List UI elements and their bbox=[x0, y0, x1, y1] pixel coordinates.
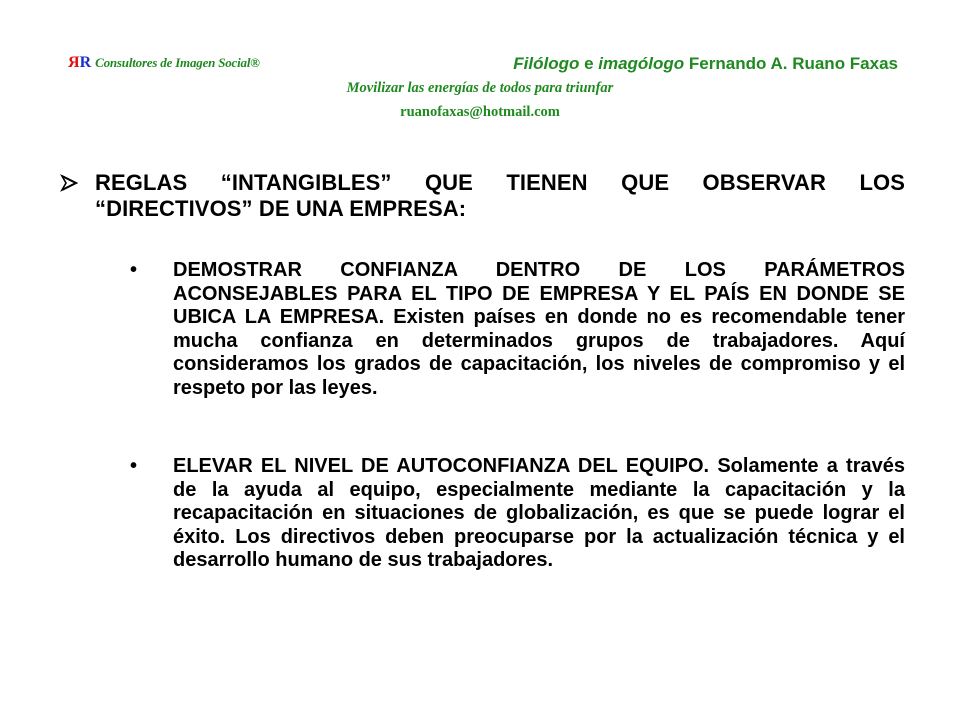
company-logo bbox=[68, 54, 260, 72]
logo-letter-r: R bbox=[79, 54, 92, 71]
motto-text: Movilizar las energías de todos para triunfar bbox=[346, 80, 614, 96]
motto bbox=[0, 80, 960, 97]
author-conjunction: e bbox=[579, 54, 599, 73]
bullet-dot: • bbox=[130, 455, 138, 477]
logo-letter-r-mirrored: Я bbox=[68, 54, 80, 71]
author-line bbox=[513, 54, 898, 74]
list-item-text: DEMOSTRAR CONFIANZA DENTRO DE LOS PARÁMETROS ACONSEJABLES PARA EL TIPO DE EMPRESA Y EL PAÍS EN DONDE SE UBICA LA EMPRESA. Existen países en donde no es recomendable tener mucha confianza en determinados grupos de trabajadores. Aquí consideramos los grados de capacitación, los niveles de compromiso y el respeto por las leyes. bbox=[173, 259, 905, 399]
author-title-2: imagólogo bbox=[598, 54, 685, 73]
list-item-text: ELEVAR EL NIVEL DE AUTOCONFIANZA DEL EQUIPO. Solamente a través de la ayuda al equipo, especialmente mediante la capacitación y la recapacitación en situaciones de globalización, es que se puede lograr el éxito. Los directivos deben preocuparse por la actualización técnica y el desarrollo humano de sus trabajadores. bbox=[173, 455, 905, 571]
email-address: ruanofaxas@hotmail.com bbox=[400, 104, 560, 120]
arrow-bullet-icon bbox=[60, 174, 78, 192]
main-bullet bbox=[60, 170, 905, 222]
list-item bbox=[130, 259, 905, 400]
author-title-1: Filólogo bbox=[513, 54, 580, 73]
header-row bbox=[68, 54, 898, 78]
list-item bbox=[130, 455, 905, 573]
section-heading: REGLAS “INTANGIBLES” QUE TIENEN QUE OBSERVAR LOS “DIRECTIVOS” DE UNA EMPRESA: bbox=[95, 170, 905, 221]
bullet-dot: • bbox=[130, 259, 138, 281]
company-name: Consultores de Imagen Social® bbox=[95, 55, 260, 70]
author-name: Fernando A. Ruano Faxas bbox=[684, 54, 898, 73]
